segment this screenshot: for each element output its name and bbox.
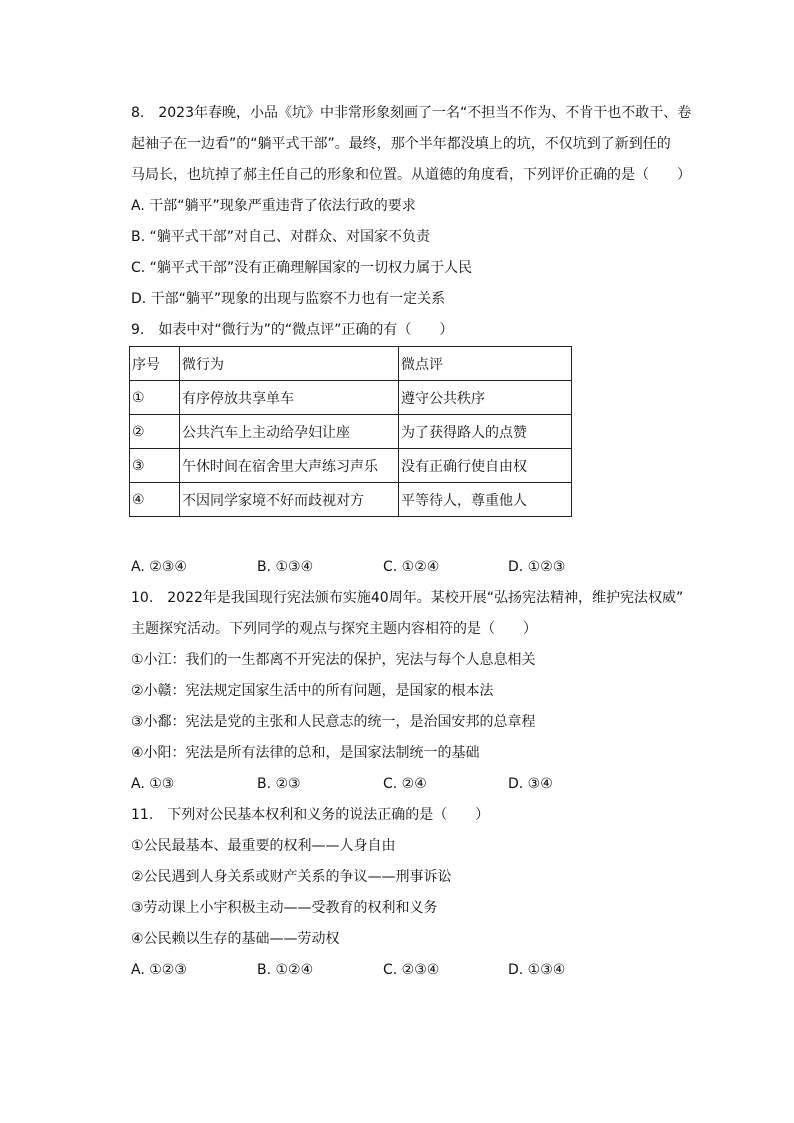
q11-option-b[interactable]: B. ①②④ [257,962,314,978]
table-header-row [130,347,572,381]
q9-option-b[interactable]: B. ①③④ [257,559,314,575]
q10-item-3: ③小鄱：宪法是党的主张和人民意志的统一，是治国安邦的总章程 [131,714,536,730]
header-cell-behavior: 微行为 [180,347,399,381]
q11-item-2: ②公民遇到人身关系或财产关系的争议——刑事诉讼 [131,869,452,885]
q10-option-b[interactable]: B. ②③ [257,776,301,792]
row-index: ① [130,381,180,415]
q8-option-d[interactable]: D. 干部“躺平”现象的出现与监察不力也有一定关系 [131,291,446,307]
q11-option-d[interactable]: D. ①③④ [508,962,566,978]
q9-option-a[interactable]: A. ②③④ [131,559,187,575]
table-row [130,381,572,415]
q11-item-3: ③劳动课上小宇积极主动——受教育的权利和义务 [131,900,438,916]
row-index: ② [130,415,180,449]
q9-option-d[interactable]: D. ①②③ [508,559,566,575]
q9-stem: 9. 如表中对“微行为”的“微点评”正确的有（ ） [131,322,454,338]
row-index: ④ [130,483,180,517]
row-behavior: 有序停放共享单车 [180,381,399,415]
q10-option-d[interactable]: D. ③④ [508,776,553,792]
table-row [130,483,572,517]
header-cell-index: 序号 [130,347,180,381]
row-comment: 没有正确行使自由权 [399,449,572,483]
row-comment: 为了获得路人的点赞 [399,415,572,449]
row-behavior: 午休时间在宿舍里大声练习声乐 [180,449,399,483]
q11-stem: 11. 下列对公民基本权利和义务的说法正确的是（ ） [131,807,490,823]
q8-stem-line-3: 马局长，也坑掉了郝主任自己的形象和位置。从道德的角度看，下列评价正确的是（ ） [131,167,691,183]
q8-stem-line-1: 8. 2023年春晚，小品《坑》中非常形象刻画了一名“不担当不作为、不肯干也不敢干、卷 [131,105,692,121]
row-behavior: 不因同学家境不好而歧视对方 [180,483,399,517]
table-row [130,415,572,449]
row-index: ③ [130,449,180,483]
q11-option-a[interactable]: A. ①②③ [131,962,187,978]
q10-item-2: ②小赣：宪法规定国家生活中的所有问题，是国家的根本法 [131,683,494,699]
q10-item-1: ①小江：我们的一生都离不开宪法的保护，宪法与每个人息息相关 [131,652,536,668]
q10-item-4: ④小阳：宪法是所有法律的总和，是国家法制统一的基础 [131,745,480,761]
q9-option-c[interactable]: C. ①②④ [383,559,440,575]
q8-option-b[interactable]: B. “躺平式干部”对自己、对群众、对国家不负责 [131,229,431,245]
q10-stem-line-2: 主题探究活动。下列同学的观点与探究主题内容相符的是（ ） [131,621,537,637]
row-behavior: 公共汽车上主动给孕妇让座 [180,415,399,449]
q11-option-c[interactable]: C. ②③④ [383,962,440,978]
q10-option-a[interactable]: A. ①③ [131,776,175,792]
q10-stem-line-1: 10. 2022年是我国现行宪法颁布实施40周年。某校开展“弘扬宪法精神，维护宪法权威” [131,590,684,606]
row-comment: 平等待人，尊重他人 [399,483,572,517]
row-comment: 遵守公共秩序 [399,381,572,415]
q9-table [129,346,572,517]
q8-option-c[interactable]: C. “躺平式干部”没有正确理解国家的一切权力属于人民 [131,260,473,276]
q8-stem-line-2: 起袖子在一边看”的“躺平式干部”。最终，那个半年都没填上的坑，不仅坑到了新到任的 [131,136,671,152]
table-row [130,449,572,483]
q11-item-1: ①公民最基本、最重要的权利——人身自由 [131,838,396,854]
header-cell-comment: 微点评 [399,347,572,381]
q10-option-c[interactable]: C. ②④ [383,776,427,792]
q8-option-a[interactable]: A. 干部“躺平”现象严重违背了依法行政的要求 [131,198,416,214]
q11-item-4: ④公民赖以生存的基础——劳动权 [131,931,340,947]
